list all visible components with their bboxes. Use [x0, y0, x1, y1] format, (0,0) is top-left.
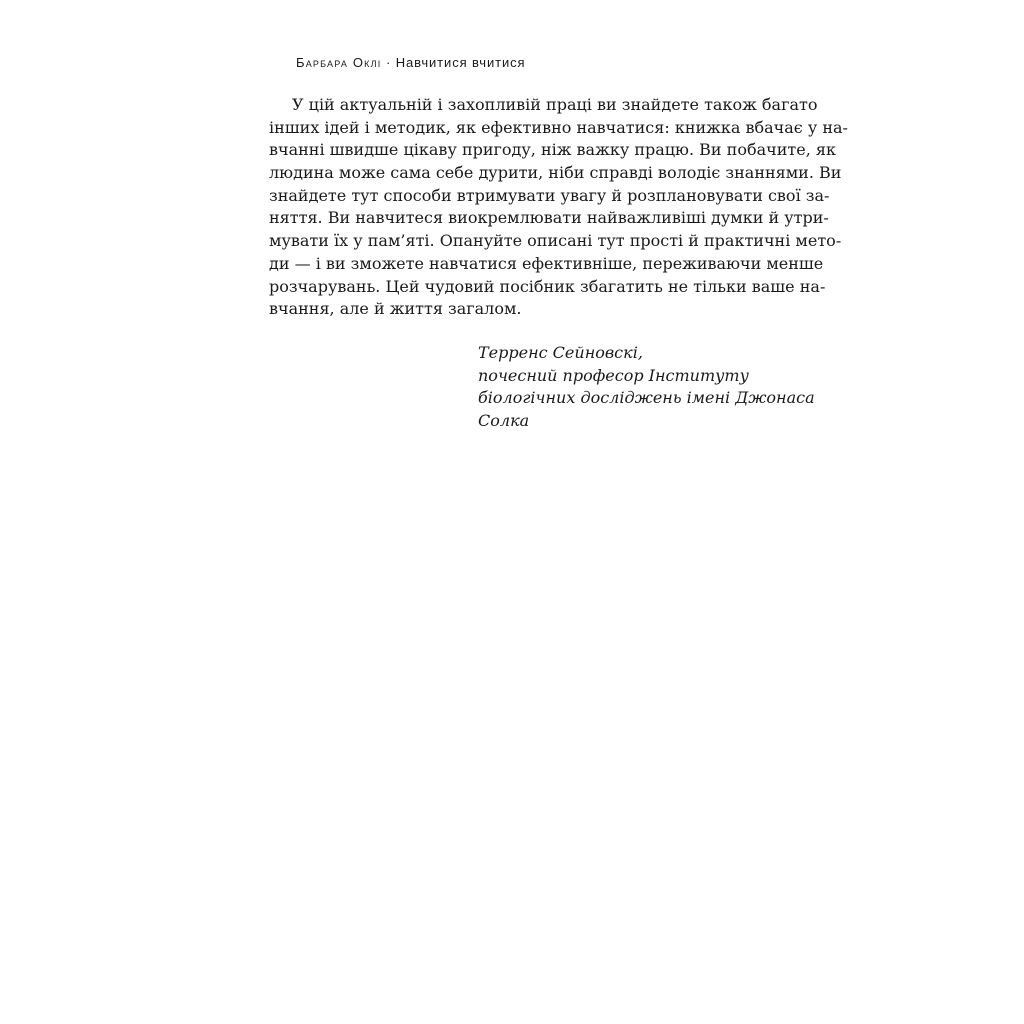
paragraph-line: розчарувань. Цей чудовий посібник збагатить не тільки ваше на-: [269, 276, 826, 296]
signature-name: Терренс Сейновскі,: [478, 343, 643, 362]
signature-institute-end: Солка: [478, 411, 530, 431]
paragraph-line: знайдете тут способи втримувати увагу й розплановувати свої за-: [269, 185, 830, 205]
running-head-separator: ·: [381, 55, 396, 70]
running-head-title: Навчитися вчитися: [395, 55, 526, 70]
paragraph-line: ди — і ви зможете навчатися ефективніше, переживаючи менше: [269, 253, 824, 273]
paragraph-line: людина може сама себе дурити, ніби справді володіє знаннями. Ви: [269, 163, 842, 183]
paragraph-line: У цій актуальній і захопливій праці ви знайдете також багато: [292, 95, 818, 114]
signature-title: почесний професор Інституту: [478, 365, 749, 385]
paragraph-line: вчання, але й життя загалом.: [269, 299, 522, 319]
body-paragraph: [269, 94, 848, 321]
running-head-author: Барбара Оклі: [296, 55, 382, 70]
paragraph-line: няття. Ви навчитеся виокремлювати найважливіші думки й утри-: [269, 208, 829, 228]
signature-institute: біологічних досліджень імені Джонаса: [478, 388, 815, 408]
running-head: [296, 55, 525, 70]
paragraph-line: вчанні швидше цікаву пригоду, ніж важку працю. Ви побачите, як: [269, 140, 836, 160]
paragraph-line: мувати їх у пам’яті. Опануйте описані тут прості й практичні мето-: [269, 231, 842, 251]
paragraph-line: інших ідей і методик, як ефективно навчатися: книжка вбачає у на-: [269, 117, 848, 137]
signature-block: [478, 342, 815, 433]
